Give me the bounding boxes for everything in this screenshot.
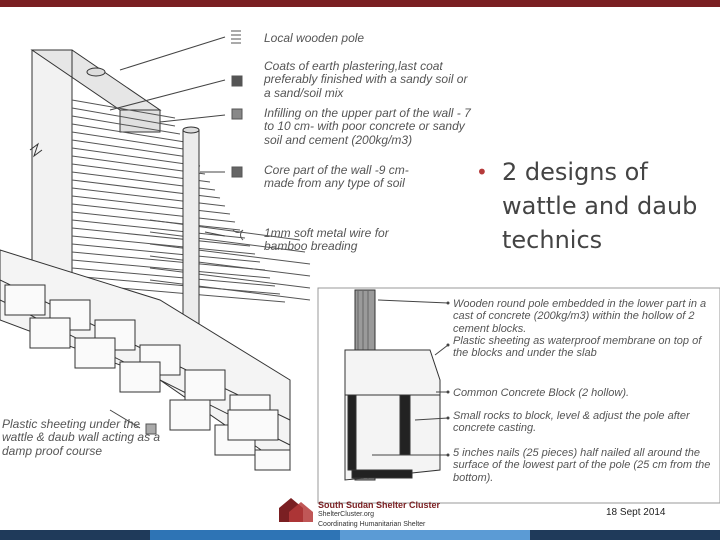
bottom-bar-segment [0,530,150,540]
label-core-wall: Core part of the wall -9 cm- made from any type of soil [264,163,409,191]
label-metal-wire: 1mm soft metal wire for bamboo breading [264,226,389,254]
footer-site: ShelterCluster.org [318,511,375,518]
label-pole-embedded: Wooden round pole embedded in the lower part in a cast of concrete (200kg/m3) within the hollow of 2 cement blocks. [453,298,707,335]
shelter-cluster-logo-icon [277,494,315,524]
label-concrete-block: Common Concrete Block (2 hollow). [453,387,630,399]
label-nails: 5 inches nails (25 pieces) half nailed all around the surface of the lowest part of the pole (25 cm from the bottom). [453,447,711,484]
bottom-color-bar [0,530,720,540]
footer-org-block [318,500,440,530]
label-local-wooden-pole: Local wooden pole [264,31,365,45]
slide-date: 18 Sept 2014 [606,507,666,518]
label-earth-plastering: Coats of earth plastering,last coat preferably finished with a sandy soil or a sand/soil mix [264,59,468,100]
footer-org-name: South Sudan Shelter Cluster [318,500,441,510]
label-plastic-membrane: Plastic sheeting as waterproof membrane on top of the blocks and under the slab [453,335,702,360]
bullet-icon: • [476,160,488,184]
footer-tagline: Coordinating Humanitarian Shelter [318,521,426,528]
pole-top [87,68,105,76]
bottom-bar-segment [340,530,530,540]
label-infilling-upper: Infilling on the upper part of the wall - 7 to 10 cm- with poor concrete or sandy soil and cement (200kg/m3) [264,106,471,147]
bullet-text: 2 designs of wattle and daub technics [502,158,698,254]
bottom-bar-segment [530,530,720,540]
label-plastic-sheeting-dpc: Plastic sheeting under the wattle & daub wall acting as a damp proof course [2,417,161,458]
concrete-block-section [345,350,440,480]
label-small-rocks: Small rocks to block, level & adjust the pole after concrete casting. [453,410,690,435]
bottom-bar-segment [150,530,340,540]
